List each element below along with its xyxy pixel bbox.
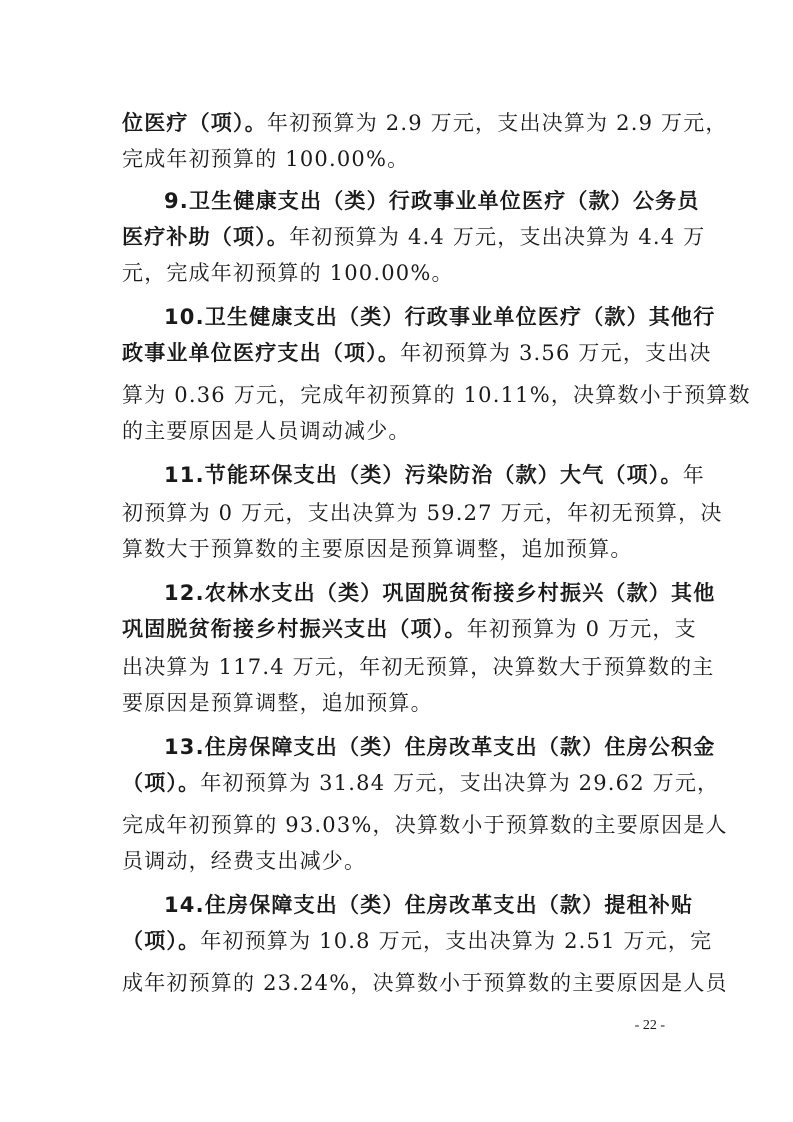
bold-heading-text: 医疗补助（项）。 <box>122 225 290 249</box>
body-text: 完成年初预算的 93.03%，决算数小于预算数的主要原因是人 <box>122 813 728 837</box>
bold-heading-text: 9.卫生健康支出（类）行政事业单位医疗（款）公务员 <box>164 189 700 213</box>
paragraph-6-line-3 <box>122 810 728 840</box>
paragraph-3-line-1 <box>164 302 715 332</box>
paragraph-5-line-2 <box>122 614 697 644</box>
paragraph-6-line-4 <box>122 846 366 876</box>
paragraph-7-line-3 <box>122 968 728 998</box>
paragraph-1-line-1 <box>122 108 728 138</box>
paragraph-3-line-2 <box>122 338 712 368</box>
body-text: 完成年初预算的 100.00%。 <box>122 147 410 171</box>
bold-heading-text: 11.节能环保支出（类）污染防治（款）大气（项）。 <box>164 463 683 487</box>
paragraph-3-line-3 <box>122 380 751 410</box>
body-text: 年初预算为 4.4 万元，支出决算为 4.4 万 <box>289 225 706 249</box>
bold-heading-text: （项）。 <box>122 771 201 795</box>
paragraph-3-line-4 <box>122 416 411 446</box>
bold-heading-text: （项）。 <box>122 929 201 953</box>
paragraph-1-line-2 <box>122 144 409 174</box>
bold-heading-text: 政事业单位医疗支出（项）。 <box>122 341 401 365</box>
bold-heading-text: 13.住房保障支出（类）住房改革支出（款）住房公积金 <box>164 735 716 759</box>
paragraph-2-line-3 <box>122 258 454 288</box>
bold-heading-text: 10.卫生健康支出（类）行政事业单位医疗（款）其他行 <box>164 305 716 329</box>
paragraph-4-line-2 <box>122 498 723 528</box>
body-text: 的主要原因是人员调动减少。 <box>122 419 411 443</box>
body-text: 年 <box>682 463 705 487</box>
body-text: 年初预算为 0 万元，支 <box>466 617 697 641</box>
body-text: 算为 0.36 万元，完成年初预算的 10.11%，决算数小于预算数 <box>122 383 751 407</box>
body-text: 元，完成年初预算的 100.00%。 <box>122 261 454 285</box>
page-number: - 22 - <box>634 1018 665 1033</box>
body-text: 年初预算为 10.8 万元，支出决算为 2.51 万元，完 <box>200 929 713 953</box>
paragraph-4-line-3 <box>122 534 633 564</box>
body-text: 要原因是预算调整，追加预算。 <box>122 691 433 715</box>
bold-heading-text: 巩固脱贫衔接乡村振兴支出（项）。 <box>122 617 467 641</box>
paragraph-7-line-2 <box>122 926 712 956</box>
body-text: 年初预算为 3.56 万元，支出决 <box>400 341 712 365</box>
body-text: 年初预算为 2.9 万元，支出决算为 2.9 万元， <box>266 111 728 135</box>
paragraph-7-line-1 <box>164 890 693 920</box>
paragraph-5-line-3 <box>122 652 714 682</box>
paragraph-5-line-1 <box>164 578 715 608</box>
body-text: 年初预算为 31.84 万元，支出决算为 29.62 万元， <box>200 771 720 795</box>
body-text: 出决算为 117.4 万元，年初无预算，决算数大于预算数的主 <box>122 655 715 679</box>
paragraph-2-line-1 <box>164 186 700 216</box>
bold-heading-text: 12.农林水支出（类）巩固脱贫衔接乡村振兴（款）其他 <box>164 581 716 605</box>
body-text: 初预算为 0 万元，支出决算为 59.27 万元，年初无预算，决 <box>122 501 723 525</box>
body-text: 员调动，经费支出减少。 <box>122 849 367 873</box>
paragraph-5-line-4 <box>122 688 433 718</box>
bold-heading-text: 14.住房保障支出（类）住房改革支出（款）提租补贴 <box>164 893 694 917</box>
body-text: 算数大于预算数的主要原因是预算调整，追加预算。 <box>122 537 633 561</box>
paragraph-6-line-1 <box>164 732 715 762</box>
paragraph-2-line-2 <box>122 222 705 252</box>
paragraph-4-line-1 <box>164 460 705 490</box>
bold-heading-text: 位医疗（项）。 <box>122 111 267 135</box>
paragraph-6-line-2 <box>122 768 719 798</box>
body-text: 成年初预算的 23.24%，决算数小于预算数的主要原因是人员 <box>122 971 728 995</box>
